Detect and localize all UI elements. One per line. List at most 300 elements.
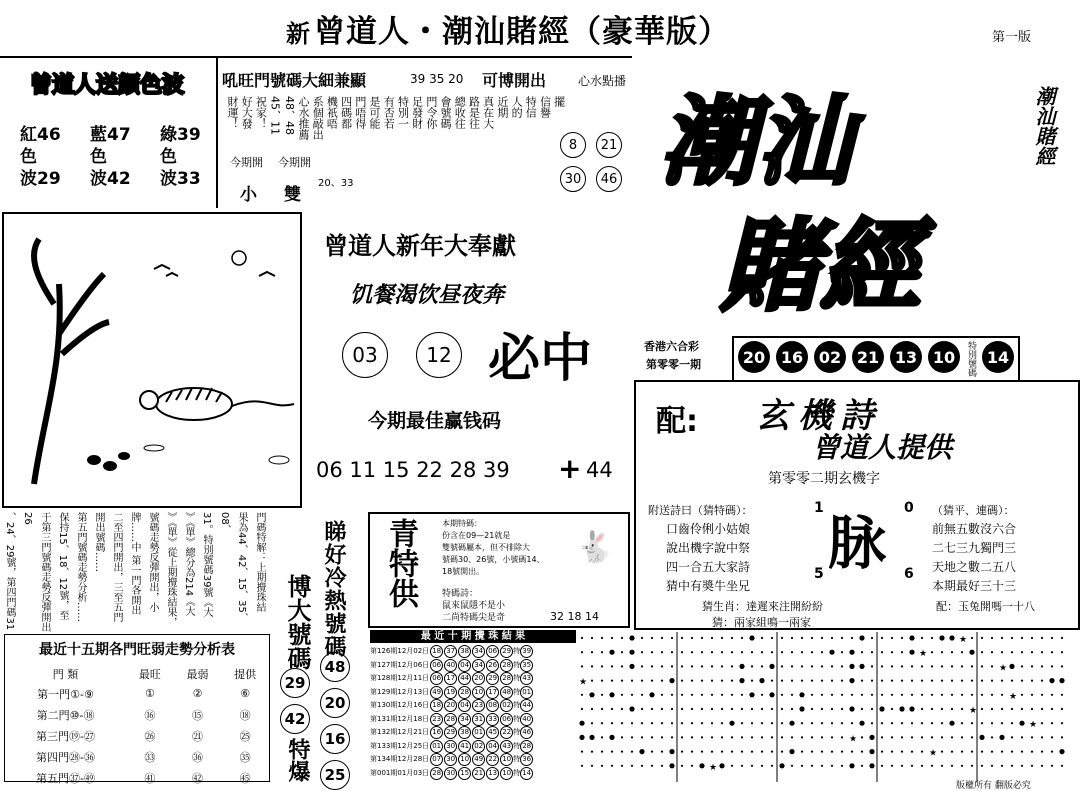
results-title: 最 近 十 期 攪 珠 結 果 xyxy=(370,630,576,643)
trend-dot xyxy=(631,680,633,682)
trend-dot xyxy=(601,651,603,653)
trend-dot xyxy=(761,651,763,653)
mystic-pei-text: 配：玉兔開嗎一十八 xyxy=(936,600,1035,613)
result-ball: 29 xyxy=(486,672,499,685)
trend-dot xyxy=(941,765,943,767)
trend-dot xyxy=(1031,736,1033,738)
trend-dot xyxy=(761,722,763,724)
trend-dot xyxy=(651,680,653,682)
trend-hit-dot xyxy=(1049,678,1054,683)
result-ball: 10 xyxy=(472,686,485,699)
trend-dot xyxy=(841,637,843,639)
trend-dot xyxy=(621,736,623,738)
trend-dot xyxy=(961,722,963,724)
trend-dot xyxy=(731,751,733,753)
page-title: 曾道人・潮汕賭經（豪華版） xyxy=(314,14,730,50)
result-row xyxy=(370,699,576,713)
trend-dot xyxy=(581,751,583,753)
trend-hit-dot xyxy=(629,706,634,711)
trend-dot xyxy=(631,694,633,696)
result-row-label: 第127期12月06日 xyxy=(370,660,430,669)
trend-dot xyxy=(941,736,943,738)
trend-dot xyxy=(971,665,973,667)
trend-dot xyxy=(591,637,593,639)
result-ball: 28 xyxy=(430,767,443,780)
trend-dot xyxy=(861,708,863,710)
trend-dot xyxy=(841,680,843,682)
result-ball: 30 xyxy=(444,740,457,753)
result-ball: 10 xyxy=(500,753,513,766)
color-item-red: 紅46 色 波29 xyxy=(20,125,61,189)
trend-dot xyxy=(841,722,843,724)
trend-dot xyxy=(741,651,743,653)
trend-dot xyxy=(811,680,813,682)
trend-dot xyxy=(661,637,663,639)
trend-dot xyxy=(591,708,593,710)
result-ball: 15 xyxy=(458,767,471,780)
lottery-section xyxy=(640,330,1080,380)
trend-hit-dot xyxy=(609,692,614,697)
special-label: 特 xyxy=(513,687,521,696)
trend-dot xyxy=(751,765,753,767)
trend-dot xyxy=(651,637,653,639)
trend-dot xyxy=(741,751,743,753)
trend-hit-dot xyxy=(859,721,864,726)
trend-dot xyxy=(991,751,993,753)
trend-star: ★ xyxy=(579,677,588,688)
trend-dot xyxy=(1061,708,1063,710)
result-row-label: 第133期12月25日 xyxy=(370,741,430,750)
trend-hit-dot xyxy=(779,763,784,768)
result-ball: 33 xyxy=(486,713,499,726)
trend-hit-dot xyxy=(869,763,874,768)
trend-dot xyxy=(741,765,743,767)
special-label: 特 xyxy=(513,741,521,750)
trend-dot xyxy=(921,722,923,724)
header-prefix: 新 xyxy=(286,20,310,48)
trend-dot xyxy=(821,708,823,710)
trend-dot xyxy=(1001,765,1003,767)
trend-dot xyxy=(781,708,783,710)
trend-dot xyxy=(811,751,813,753)
trend-dot xyxy=(911,751,913,753)
mystic-right-lines: 前無五數沒六合 二七三九獨門三 天地之數二五八 本期最好三十三 xyxy=(932,522,1017,593)
trend-dot xyxy=(661,708,663,710)
offer-section xyxy=(306,212,636,512)
trend-dot xyxy=(1021,751,1023,753)
result-ball: 04 xyxy=(458,659,471,672)
trend-star: ★ xyxy=(1029,720,1038,731)
trend-dot xyxy=(591,722,593,724)
trend-dot xyxy=(621,680,623,682)
result-ball: 23 xyxy=(430,713,443,726)
trend-dot xyxy=(731,694,733,696)
trend-dot xyxy=(681,722,683,724)
trend-dot xyxy=(681,708,683,710)
trend-dot xyxy=(771,736,773,738)
trend-dot xyxy=(801,722,803,724)
trend-dot xyxy=(1051,665,1053,667)
trend-dot xyxy=(701,751,703,753)
trend-dot xyxy=(1061,722,1063,724)
trend-dot xyxy=(891,665,893,667)
trend-dot xyxy=(931,722,933,724)
trend-dot xyxy=(691,651,693,653)
trend-hit-dot xyxy=(699,763,704,768)
ball: 46 xyxy=(596,166,622,192)
trend-dot xyxy=(681,680,683,682)
trend-dot xyxy=(911,765,913,767)
trend-dot xyxy=(831,694,833,696)
trend-dot xyxy=(671,665,673,667)
trend-dot xyxy=(651,708,653,710)
special-label: 特 xyxy=(513,674,521,682)
trend-dot xyxy=(891,708,893,710)
trend-dot xyxy=(611,680,613,682)
trend-dot xyxy=(601,694,603,696)
trend-dot xyxy=(901,665,903,667)
trend-dot xyxy=(941,651,943,653)
result-row xyxy=(370,659,576,673)
result-ball: 30 xyxy=(444,753,457,766)
trend-dot xyxy=(921,680,923,682)
result-ball: 10 xyxy=(458,753,471,766)
trend-star: ★ xyxy=(849,734,858,745)
mystic-n1: 1 xyxy=(814,500,824,516)
trend-dot xyxy=(961,680,963,682)
trend-dot xyxy=(601,736,603,738)
trend-dot xyxy=(611,751,613,753)
trend-star: ★ xyxy=(969,706,978,716)
trend-dot xyxy=(691,680,693,682)
trend-dot xyxy=(711,722,713,724)
trend-dot xyxy=(961,708,963,710)
trend-dot xyxy=(591,765,593,767)
trend-dot xyxy=(721,751,723,753)
trend-dot xyxy=(631,765,633,767)
trend-dot xyxy=(1051,765,1053,767)
special-label: 特 xyxy=(513,660,521,669)
trend-dot xyxy=(671,708,673,710)
trend-dot xyxy=(901,694,903,696)
trend-hit-dot xyxy=(849,706,854,711)
trend-dot xyxy=(791,708,793,710)
trend-hit-dot xyxy=(1009,664,1014,669)
trend-dot xyxy=(621,708,623,710)
trend-dot xyxy=(901,736,903,738)
trend-hit-dot xyxy=(589,735,594,740)
trend-dot xyxy=(811,665,813,667)
trend-dot xyxy=(821,722,823,724)
result-ball: 40 xyxy=(444,659,457,672)
trend-dot xyxy=(881,665,883,667)
result-ball: 02 xyxy=(472,740,485,753)
logo xyxy=(640,56,1080,326)
trend-dot xyxy=(931,694,933,696)
mystic-period: 第零零二期玄機字 xyxy=(768,471,880,487)
result-ball: 21 xyxy=(472,767,485,780)
color-section-title: 曾道人送顏色波 xyxy=(30,73,185,98)
trend-dot xyxy=(1001,637,1003,639)
trend-dot xyxy=(791,694,793,696)
trend-dot xyxy=(741,736,743,738)
trend-hit-dot xyxy=(849,678,854,683)
result-ball: 10 xyxy=(500,767,513,780)
trend-dot xyxy=(881,680,883,682)
trend-dot xyxy=(641,680,643,682)
result-special-ball: 14 xyxy=(520,767,533,780)
result-row xyxy=(370,713,576,727)
trend-dot xyxy=(761,708,763,710)
trend-dot xyxy=(751,680,753,682)
trend-dot xyxy=(641,765,643,767)
trend-dot xyxy=(1021,736,1023,738)
trend-dot xyxy=(681,651,683,653)
trend-dot xyxy=(671,637,673,639)
illustration xyxy=(2,212,302,508)
trend-dot xyxy=(1041,637,1043,639)
trend-dot xyxy=(1001,751,1003,753)
trend-dot xyxy=(971,751,973,753)
green-nums: 32 18 14 xyxy=(550,610,599,623)
trend-dot xyxy=(651,736,653,738)
trend-dot xyxy=(601,751,603,753)
offer-ball-1: 03 xyxy=(342,332,388,378)
trend-hit-dot xyxy=(629,664,634,669)
mystic-char: 脉 xyxy=(828,509,887,577)
trend-dot xyxy=(1011,708,1013,710)
this-period-2: 今期開 xyxy=(278,156,311,169)
trend-hit-dot xyxy=(949,721,954,726)
trend-dot xyxy=(641,694,643,696)
trend-dot xyxy=(661,751,663,753)
result-special-ball: 40 xyxy=(520,713,533,726)
result-ball: 34 xyxy=(472,645,485,658)
trend-dot xyxy=(891,694,893,696)
trend-dot xyxy=(851,751,853,753)
trend-dot xyxy=(921,708,923,710)
trend-dot xyxy=(671,651,673,653)
result-row-label: 第134期12月28日 xyxy=(370,755,430,763)
trend-dot xyxy=(1051,736,1053,738)
trend-dot xyxy=(881,694,883,696)
trend-dot xyxy=(841,736,843,738)
trend-dot xyxy=(1001,722,1003,724)
trend-dot xyxy=(831,708,833,710)
trend-dot xyxy=(1051,722,1053,724)
trend-star: ★ xyxy=(919,649,928,660)
trend-dot xyxy=(711,736,713,738)
trend-dot xyxy=(821,736,823,738)
trend-hit-dot xyxy=(859,635,864,640)
trend-dot xyxy=(651,722,653,724)
special-label: 特 xyxy=(513,728,521,736)
trend-dot xyxy=(1041,751,1043,753)
result-ball: 31 xyxy=(472,713,485,726)
trend-dot xyxy=(811,651,813,653)
trend-dot xyxy=(601,665,603,667)
trend-dot xyxy=(1041,736,1043,738)
result-small: 小 xyxy=(240,185,257,205)
trend-dot xyxy=(841,765,843,767)
trend-dot xyxy=(951,751,953,753)
result-ball: 20 xyxy=(472,672,485,685)
trend-dot xyxy=(691,665,693,667)
result-ball: 45 xyxy=(486,726,499,739)
trend-dot xyxy=(1001,651,1003,653)
trend-dot xyxy=(661,665,663,667)
result-ball: 29 xyxy=(500,645,513,658)
trend-dot xyxy=(841,751,843,753)
trend-dot xyxy=(661,694,663,696)
trend-hit-dot xyxy=(639,749,644,754)
trend-dot xyxy=(591,751,593,753)
trend-dot xyxy=(701,694,703,696)
trend-dot xyxy=(881,722,883,724)
trend-dot xyxy=(991,665,993,667)
trend-dot xyxy=(1041,722,1043,724)
result-ball: 26 xyxy=(486,659,499,672)
trend-dot xyxy=(611,765,613,767)
special-label: 特 xyxy=(513,701,521,709)
edition-label: 第一版 xyxy=(992,30,1032,45)
trend-hit-dot xyxy=(799,692,804,697)
trend-dot xyxy=(1031,651,1033,653)
trend-dot xyxy=(1061,736,1063,738)
trend-dot xyxy=(941,694,943,696)
trend-hit-dot xyxy=(909,650,914,655)
trend-dot xyxy=(821,651,823,653)
trend-dot xyxy=(721,708,723,710)
trend-dot xyxy=(871,651,873,653)
trend-dot xyxy=(991,708,993,710)
trend-dot xyxy=(941,665,943,667)
trend-dot xyxy=(961,751,963,753)
trend-hit-dot xyxy=(719,763,724,768)
mystic-n0: 0 xyxy=(904,500,914,516)
watch-section xyxy=(272,512,364,788)
offer-poem: 饥餐渴饮昼夜奔 xyxy=(350,283,505,308)
result-ball: 23 xyxy=(472,699,485,712)
special-label: 特 xyxy=(513,714,521,723)
trend-dot xyxy=(831,722,833,724)
result-row-label: 第128期12月11日 xyxy=(370,674,430,682)
green-info: 本期特碼： 份含在09—21就是 雙號碼屬本，但不排除大 號碼30、26號，小號碼14、 18號開出。 xyxy=(442,519,545,576)
trend-dot xyxy=(581,651,583,653)
trend-hit-dot xyxy=(789,749,794,754)
trend-dot xyxy=(921,751,923,753)
shout-poem: 擺 信譽 特信 人的 近期 真在大 路是往 總收往 會號碼 門令你 足發財 特別一 有否若 是可能 門唔得 四碼都 機祇唔 系個敲出 心水推薦 48、48 45、11 祝家！ 好大發 財運！ xyxy=(226,96,566,140)
trend-dot xyxy=(771,765,773,767)
analysis-table xyxy=(4,634,270,785)
trend-dot xyxy=(631,736,633,738)
trend-dot xyxy=(761,665,763,667)
trend-dot xyxy=(951,694,953,696)
trend-hit-dot xyxy=(789,721,794,726)
trend-dot xyxy=(921,637,923,639)
trend-dot xyxy=(1031,694,1033,696)
trend-hit-dot xyxy=(729,721,734,726)
trend-dot xyxy=(821,751,823,753)
trend-dot xyxy=(981,637,983,639)
trend-dot xyxy=(761,736,763,738)
trend-dot xyxy=(811,722,813,724)
trend-dot xyxy=(1061,651,1063,653)
trend-hit-dot xyxy=(579,721,584,726)
lottery-ball: 16 xyxy=(776,341,808,373)
trend-dot xyxy=(1021,765,1023,767)
trend-dot xyxy=(691,751,693,753)
trend-dot xyxy=(771,751,773,753)
result-row-label: 第126期12月02日 xyxy=(370,647,430,655)
trend-dot xyxy=(811,708,813,710)
trend-dot xyxy=(641,708,643,710)
trend-dot xyxy=(781,694,783,696)
result-row-label: 第131期12月18日 xyxy=(370,714,430,723)
trend-dot xyxy=(1041,694,1043,696)
lottery-special-ball: 14 xyxy=(982,341,1014,373)
trend-dot xyxy=(861,751,863,753)
trend-hit-dot xyxy=(589,692,594,697)
trend-dot xyxy=(811,765,813,767)
lottery-balls xyxy=(732,336,1020,382)
result-row-label: 第001期01月03日 xyxy=(370,768,430,777)
trend-dot xyxy=(581,765,583,767)
trend-dot xyxy=(681,751,683,753)
trend-dot xyxy=(911,680,913,682)
trend-dot xyxy=(821,680,823,682)
this-period-1: 今期開 xyxy=(230,156,263,169)
trend-dot xyxy=(591,680,593,682)
lottery-ball: 13 xyxy=(890,341,922,373)
watch-ball: 48 xyxy=(320,652,350,682)
trend-dot xyxy=(711,694,713,696)
trend-dot xyxy=(971,765,973,767)
trend-dot xyxy=(751,651,753,653)
watch-ball: 16 xyxy=(320,724,350,754)
trend-dot xyxy=(791,665,793,667)
trend-dot xyxy=(971,722,973,724)
trend-hit-dot xyxy=(849,664,854,669)
trend-grid xyxy=(578,632,1078,782)
trend-dot xyxy=(681,765,683,767)
ball: 30 xyxy=(560,166,586,192)
special-label: 特 xyxy=(513,768,521,777)
bet-ball: 29 xyxy=(280,668,310,698)
trend-dot xyxy=(611,665,613,667)
trend-dot xyxy=(1061,637,1063,639)
trend-dot xyxy=(731,680,733,682)
trend-dot xyxy=(701,708,703,710)
trend-dot-grid xyxy=(578,632,1078,782)
trend-dot xyxy=(831,680,833,682)
trend-dot xyxy=(761,765,763,767)
trend-dot xyxy=(731,708,733,710)
trend-dot xyxy=(851,694,853,696)
bet-label: 博大號碼 xyxy=(283,574,311,670)
trend-dot xyxy=(831,637,833,639)
trend-dot xyxy=(821,637,823,639)
mystic-pei: 配: xyxy=(656,404,698,439)
trend-dot xyxy=(871,694,873,696)
trend-dot xyxy=(961,694,963,696)
trend-dot xyxy=(641,665,643,667)
trend-dot xyxy=(781,722,783,724)
result-ball: 01 xyxy=(430,740,443,753)
result-ball: 16 xyxy=(430,726,443,739)
trend-dot xyxy=(951,665,953,667)
color-item-blue: 藍47 色 波42 xyxy=(90,125,131,189)
